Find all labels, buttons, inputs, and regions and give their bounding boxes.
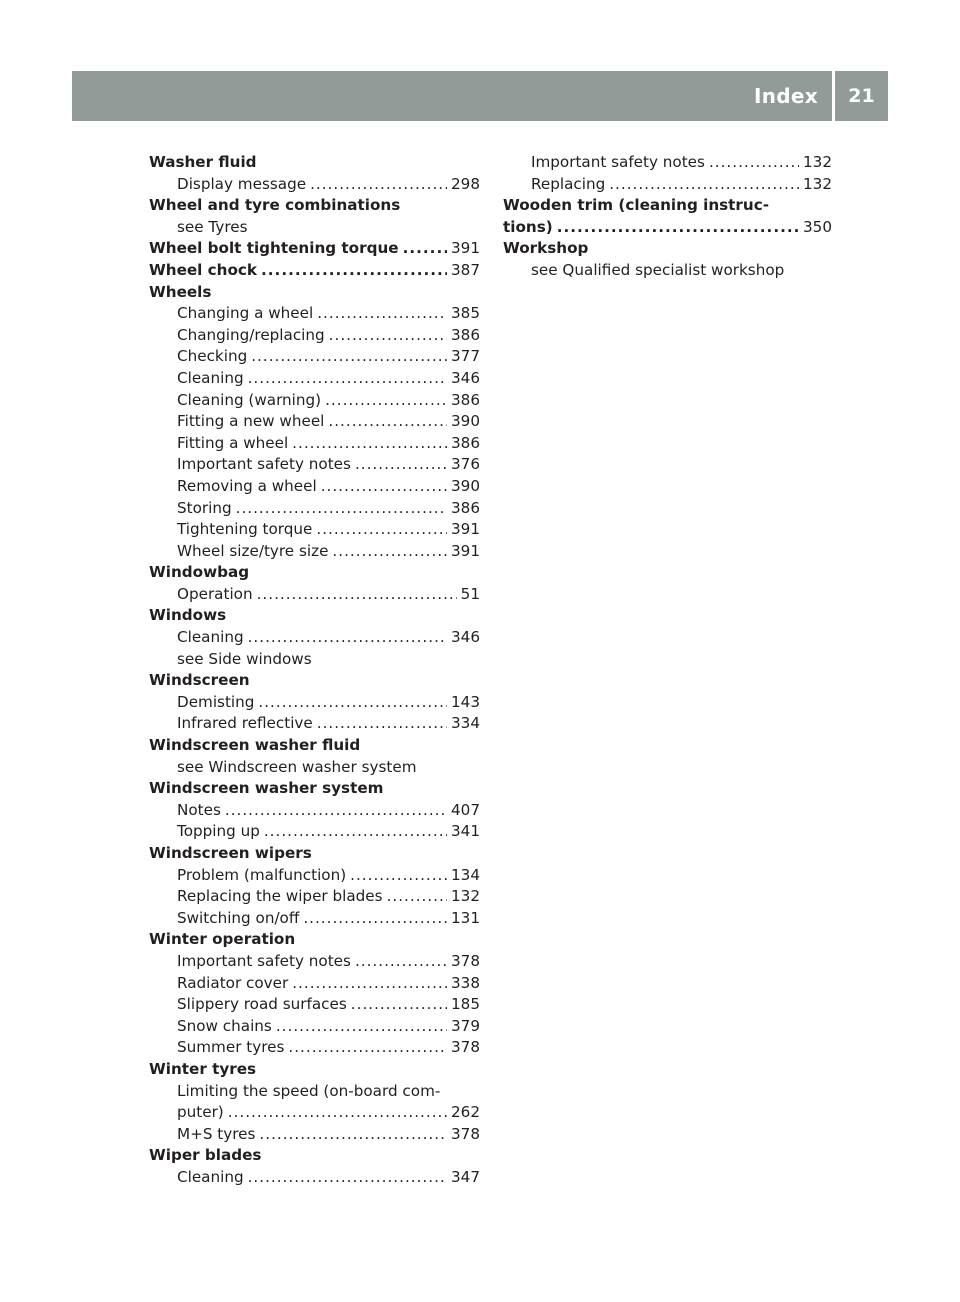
entry-page-number: 387 [451,260,480,279]
entry-label: Wheel and tyre combinations [149,196,401,215]
entry-page-number: 347 [451,1167,480,1186]
entry-label: Workshop [503,239,589,258]
index-subentry [149,454,480,476]
dot-leader [321,476,447,498]
dot-leader [225,800,447,822]
index-subentry [149,1037,480,1059]
index-subentry [149,433,480,455]
entry-label: see Tyres [177,217,248,236]
entry-label: Problem (malfunction) [177,865,347,884]
dot-leader [248,627,447,649]
index-entry [503,195,832,217]
entry-label: Limiting the speed (on-board com- [177,1081,441,1100]
entry-label: Display message [177,174,307,193]
entry-label: Important safety notes [177,455,351,474]
entry-label: Infrared reflective [177,714,313,733]
index-entry [149,929,480,951]
entry-page-number: 132 [451,887,480,906]
index-subentry [149,174,480,196]
index-subentry [149,973,480,995]
entry-page-number: 338 [451,973,480,992]
index-subentry [149,865,480,887]
entry-label: Tightening torque [177,520,313,539]
entry-label: Cleaning [177,1167,244,1186]
entry-page-number: 386 [451,325,480,344]
index-subentry [149,800,480,822]
entry-page-number: 386 [451,433,480,452]
entry-label: tions) [503,217,553,236]
index-entry [149,1145,480,1167]
index-subentry [503,174,832,196]
entry-label: Washer fluid [149,153,257,171]
entry-label: Cleaning [177,368,244,387]
index-subentry [149,821,480,843]
index-entry [149,238,480,260]
entry-page-number: 298 [451,174,480,193]
dot-leader [316,519,447,541]
entry-label: Removing a wheel [177,476,317,495]
index-subentry [149,411,480,433]
entry-label: Windscreen washer fluid [149,736,361,755]
index-subentry [149,713,480,735]
index-subentry [149,1016,480,1038]
entry-page-number: 379 [451,1016,480,1035]
entry-page-number: 132 [803,174,832,193]
entry-label: Fitting a wheel [177,433,289,452]
dot-leader [609,174,799,196]
dot-leader [387,886,447,908]
index-entry [149,843,480,865]
entry-label: Winter operation [149,930,296,949]
dot-leader [257,584,457,606]
entry-page-number: 391 [451,541,480,560]
dot-leader [292,973,447,995]
dot-leader [557,217,799,239]
dot-leader [329,325,447,347]
entry-page-number: 334 [451,714,480,733]
index-subentry [149,649,480,671]
entry-label: Winter tyres [149,1059,257,1078]
index-column-left [149,152,480,1189]
index-entry [149,562,480,584]
index-entry [149,152,480,174]
dot-leader [325,390,447,412]
dot-leader [332,541,447,563]
entry-label: Topping up [177,822,260,841]
index-subentry [149,325,480,347]
index-subentry [149,1124,480,1146]
index-entry [149,735,480,757]
entry-label: Wheel size/tyre size [177,541,329,560]
index-entry [149,1059,480,1081]
index-subentry [149,692,480,714]
entry-label: see Side windows [177,649,312,668]
index-entry [149,778,480,800]
dot-leader [317,303,447,325]
dot-leader [258,692,447,714]
entry-page-number: 386 [451,498,480,517]
entry-label: Cleaning [177,628,244,647]
index-entry [149,670,480,692]
index-subentry [149,951,480,973]
dot-leader [248,1167,447,1189]
dot-leader [310,174,447,196]
dot-leader [292,433,447,455]
entry-page-number: 262 [451,1103,480,1122]
dot-leader [355,951,447,973]
entry-label: Windscreen washer system [149,779,384,798]
entry-label: Wooden trim (cleaning instruc- [503,196,770,215]
entry-page-number: 341 [451,822,480,841]
dot-leader [317,713,447,735]
entry-page-number: 391 [451,239,480,258]
index-entry [149,260,480,282]
index-subentry [149,390,480,412]
entry-label: Windowbag [149,563,250,582]
dot-leader [251,346,447,368]
entry-label: Wheel bolt tightening torque [149,239,399,258]
index-entry [503,238,832,260]
entry-label: Changing a wheel [177,304,314,323]
index-entry [149,605,480,627]
index-subentry [149,908,480,930]
dot-leader [303,908,447,930]
entry-label: Replacing the wiper blades [177,887,383,906]
index-subentry [149,476,480,498]
index-subentry [149,886,480,908]
index-subentry [149,303,480,325]
index-column-right [503,152,832,282]
entry-page-number: 376 [451,455,480,474]
dot-leader [328,411,447,433]
index-subentry [149,757,480,779]
entry-label: Changing/replacing [177,325,325,344]
index-subentry [149,584,480,606]
entry-label: Snow chains [177,1016,272,1035]
index-subentry [503,152,832,174]
index-subentry [149,346,480,368]
dot-leader [403,238,447,260]
entry-label: Slippery road surfaces [177,995,347,1014]
entry-page-number: 377 [451,347,480,366]
entry-page-number: 378 [451,1124,480,1143]
index-subentry [149,498,480,520]
entry-label: see Windscreen washer system [177,757,417,776]
dot-leader [259,1124,447,1146]
index-subentry [149,1167,480,1189]
entry-label: Replacing [531,174,606,193]
index-subentry [503,260,832,282]
entry-label: M+S tyres [177,1124,256,1143]
page-number: 21 [848,85,875,107]
index-subentry [149,368,480,390]
entry-page-number: 385 [451,304,480,323]
entry-label: Operation [177,584,253,603]
entry-label: Important safety notes [531,153,705,171]
entry-label: Fitting a new wheel [177,412,325,431]
entry-label: Switching on/off [177,908,300,927]
entry-page-number: 132 [803,153,832,171]
entry-label: Wheels [149,282,212,301]
dot-leader [264,821,447,843]
entry-page-number: 346 [451,628,480,647]
entry-page-number: 386 [451,390,480,409]
index-subentry [149,519,480,541]
entry-label: Wheel chock [149,260,258,279]
index-entry [503,217,832,239]
entry-label: Important safety notes [177,951,351,970]
entry-page-number: 185 [451,995,480,1014]
dot-leader [355,454,447,476]
dot-leader [709,152,799,174]
entry-label: Summer tyres [177,1038,285,1057]
dot-leader [351,994,447,1016]
dot-leader [248,368,447,390]
entry-page-number: 378 [451,951,480,970]
entry-page-number: 407 [451,800,480,819]
index-subentry [149,994,480,1016]
entry-label: Windows [149,606,227,625]
entry-label: Checking [177,347,248,366]
entry-page-number: 390 [451,412,480,431]
entry-label: Cleaning (warning) [177,390,322,409]
entry-page-number: 346 [451,368,480,387]
entry-page-number: 143 [451,692,480,711]
entry-page-number: 51 [460,584,480,603]
dot-leader [288,1037,447,1059]
index-subentry [149,217,480,239]
dot-leader [228,1102,447,1124]
section-title: Index [754,84,818,108]
entry-page-number: 131 [451,908,480,927]
index-subentry [149,541,480,563]
entry-page-number: 390 [451,476,480,495]
dot-leader [276,1016,447,1038]
index-subentry [149,1081,480,1103]
entry-page-number: 378 [451,1038,480,1057]
index-entry [149,195,480,217]
entry-label: Demisting [177,692,255,711]
dot-leader [350,865,447,887]
entry-label: Notes [177,800,221,819]
dot-leader [261,260,447,282]
entry-label: puter) [177,1103,224,1122]
entry-page-number: 134 [451,865,480,884]
dot-leader [236,498,447,520]
entry-label: Storing [177,498,232,517]
entry-label: see Qualified specialist workshop [531,260,785,279]
index-subentry [149,627,480,649]
entry-label: Radiator cover [177,973,289,992]
entry-label: Windscreen wipers [149,844,312,862]
entry-page-number: 350 [803,217,832,236]
entry-label: Windscreen [149,671,250,690]
index-entry [149,282,480,304]
index-subentry [149,1102,480,1124]
entry-page-number: 391 [451,520,480,539]
entry-label: Wiper blades [149,1146,262,1165]
